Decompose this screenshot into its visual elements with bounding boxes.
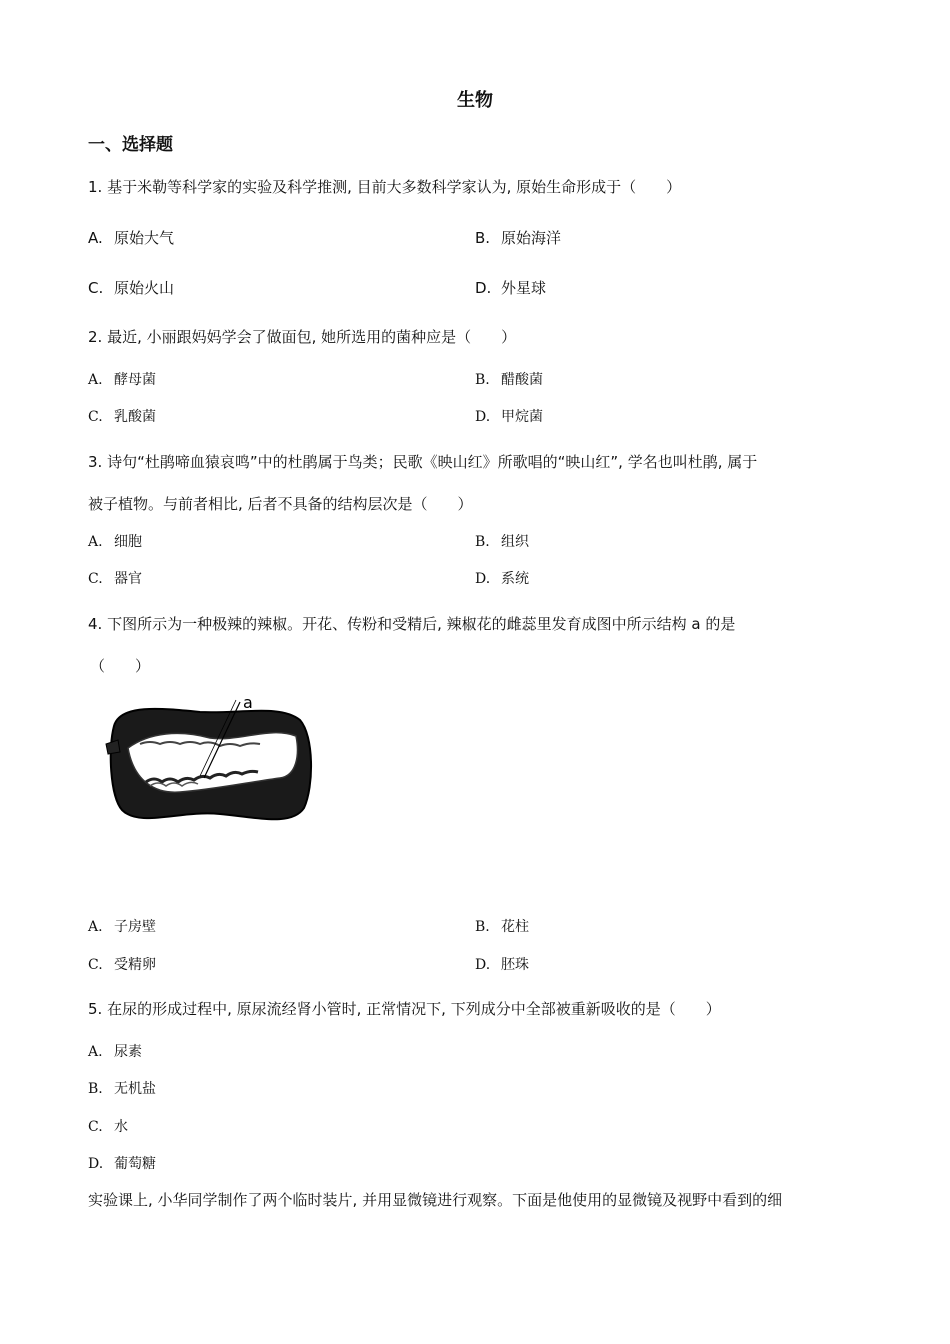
question-1-stem: 1. 基于米勒等科学家的实验及科学推测, 目前大多数科学家认为, 原始生命形成于（ ） xyxy=(88,178,682,196)
option-text: 酵母菌 xyxy=(114,372,156,388)
question-4-option-c[interactable] xyxy=(88,954,156,974)
option-text: 受精卵 xyxy=(114,957,156,973)
option-letter: D. xyxy=(475,957,491,973)
question-2-option-d[interactable] xyxy=(475,406,543,426)
option-letter: C. xyxy=(88,279,104,297)
question-3-stem-line2: 被子植物。与前者相比, 后者不具备的结构层次是（ ） xyxy=(88,495,473,513)
section-heading: 一、选择题 xyxy=(88,135,173,155)
page-title: 生物 xyxy=(457,90,493,111)
question-6-intro: 实验课上, 小华同学制作了两个临时装片, 并用显微镜进行观察。下面是他使用的显微镜及视野中看到的细 xyxy=(88,1191,783,1209)
question-1-option-d[interactable] xyxy=(475,277,546,298)
question-2-option-a[interactable] xyxy=(88,369,156,389)
option-letter: C. xyxy=(88,957,103,973)
question-3-option-b[interactable] xyxy=(475,531,529,551)
option-letter: B. xyxy=(88,1081,103,1097)
option-letter: A. xyxy=(88,1044,103,1060)
option-text: 系统 xyxy=(501,571,529,587)
option-text: 水 xyxy=(114,1119,128,1135)
option-letter: A. xyxy=(88,534,103,550)
question-4-option-b[interactable] xyxy=(475,916,529,936)
question-3-option-d[interactable] xyxy=(475,568,529,588)
question-4-option-d[interactable] xyxy=(475,954,529,974)
question-4-option-a[interactable] xyxy=(88,916,156,936)
option-letter: D. xyxy=(475,279,492,297)
option-text: 外星球 xyxy=(501,279,547,297)
option-letter: B. xyxy=(475,919,490,935)
question-1-option-a[interactable] xyxy=(88,227,174,248)
option-text: 组织 xyxy=(501,534,529,550)
option-letter: C. xyxy=(88,409,103,425)
option-letter: B. xyxy=(475,229,491,247)
option-text: 胚珠 xyxy=(501,957,529,973)
option-letter: A. xyxy=(88,372,103,388)
option-letter: A. xyxy=(88,229,103,247)
question-1-option-c[interactable] xyxy=(88,277,174,298)
option-letter: C. xyxy=(88,571,103,587)
question-5-option-c[interactable] xyxy=(88,1116,128,1136)
option-text: 醋酸菌 xyxy=(501,372,543,388)
option-letter: D. xyxy=(475,409,491,425)
question-2-option-c[interactable] xyxy=(88,406,156,426)
question-3-option-c[interactable] xyxy=(88,568,142,588)
option-letter: D. xyxy=(88,1156,104,1172)
pepper-cross-section-image xyxy=(100,686,320,836)
option-text: 原始海洋 xyxy=(501,229,562,247)
option-text: 尿素 xyxy=(114,1044,142,1060)
option-text: 乳酸菌 xyxy=(114,409,156,425)
pepper-figure xyxy=(100,686,320,836)
question-5-option-a[interactable] xyxy=(88,1041,142,1061)
option-letter: B. xyxy=(475,372,490,388)
question-5-stem: 5. 在尿的形成过程中, 原尿流经肾小管时, 正常情况下, 下列成分中全部被重新吸收的是（ ） xyxy=(88,1000,721,1018)
option-letter: D. xyxy=(475,571,491,587)
option-text: 原始火山 xyxy=(114,279,175,297)
question-4-stem-line1: 4. 下图所示为一种极辣的辣椒。开花、传粉和受精后, 辣椒花的雌蕊里发育成图中所示结构 a 的是 xyxy=(88,615,736,633)
option-letter: C. xyxy=(88,1119,103,1135)
option-text: 原始大气 xyxy=(114,229,175,247)
option-text: 葡萄糖 xyxy=(114,1156,156,1172)
option-text: 无机盐 xyxy=(114,1081,156,1097)
question-2-option-b[interactable] xyxy=(475,369,543,389)
question-5-option-d[interactable] xyxy=(88,1153,156,1173)
option-letter: A. xyxy=(88,919,103,935)
option-text: 子房壁 xyxy=(114,919,156,935)
option-text: 花柱 xyxy=(501,919,529,935)
question-5-option-b[interactable] xyxy=(88,1078,156,1098)
question-3-option-a[interactable] xyxy=(88,531,142,551)
question-2-stem: 2. 最近, 小丽跟妈妈学会了做面包, 她所选用的菌种应是（ ） xyxy=(88,328,517,346)
question-3-stem-line1: 3. 诗句“杜鹃啼血猿哀鸣”中的杜鹃属于鸟类；民歌《映山红》所歌唱的“映山红”, 学名也叫杜鹃, 属于 xyxy=(88,453,758,471)
question-1-option-b[interactable] xyxy=(475,227,561,248)
option-text: 细胞 xyxy=(114,534,142,550)
option-text: 器官 xyxy=(114,571,142,587)
figure-label-a: a xyxy=(243,693,253,712)
option-letter: B. xyxy=(475,534,490,550)
question-4-stem-line2: （ ） xyxy=(90,657,151,675)
option-text: 甲烷菌 xyxy=(501,409,543,425)
